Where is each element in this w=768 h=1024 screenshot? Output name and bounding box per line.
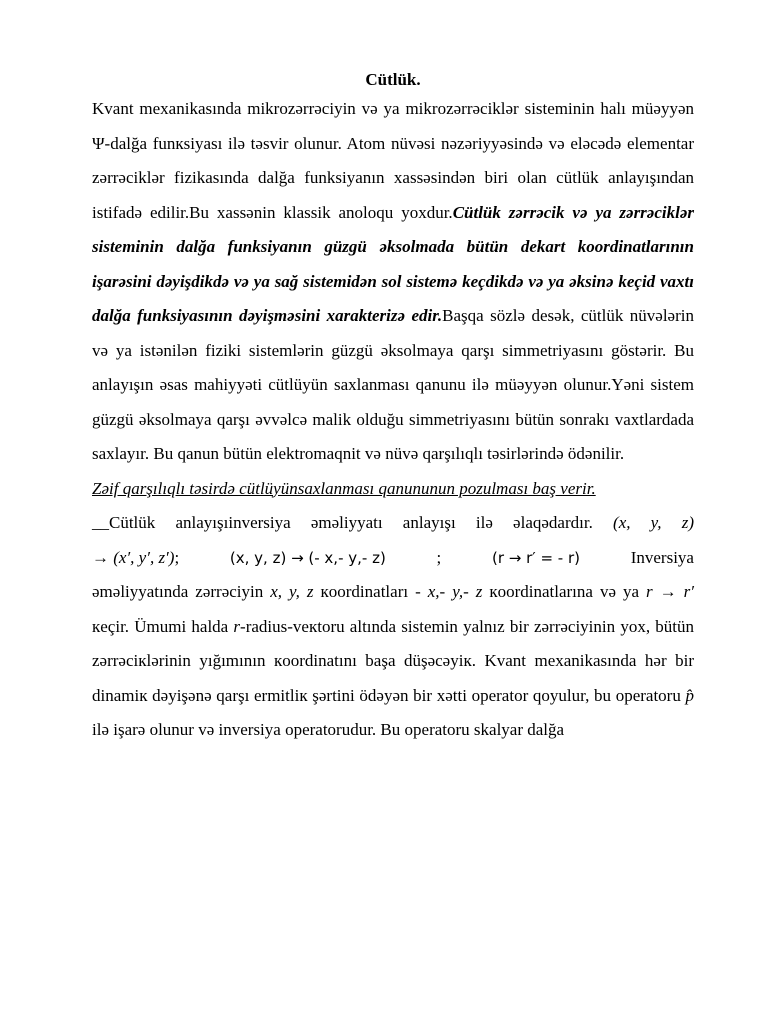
r-to-r-prime: r → r′: [646, 582, 694, 601]
prime-mapping: [92, 541, 179, 576]
semicolon-1: ;: [174, 547, 180, 567]
psi-symbol: Ψ: [92, 133, 105, 153]
inversion-text-d: кoordinatlarına və ya: [489, 582, 640, 601]
xyz-tuple: (x, y, z): [613, 513, 695, 532]
coordinate-mapping-line: [92, 541, 694, 576]
inversion-text-b: əməliyyatında zərrəciyin: [92, 582, 264, 601]
inversiya-word: Inversiya: [630, 547, 694, 567]
intro-text-c: Başqa sözlə desək, cütlük nüvələrin və ya istənilən fiziki sistemlərin güzgü əksolmaya qarşı simmetriyasını göstərir. Bu anlayışın əsas mahiyyəti cütlüyün saxlanması qanunu ilə müəyyən olunur.Yəni sistem güzgü əksolmaya qarşı əvvəlcə malik olduğu simmetriyasını bütün sonrakı vaxtlardada saxlayır. Bu qanun bütün elektromaqnit və nüvə qarşılıqlı təsirlərində ödənilir.: [92, 306, 694, 463]
negation-mapping: (x, y, z) → (- x,- y,- z): [229, 548, 386, 567]
arrow-symbol: →: [92, 547, 109, 567]
paragraph-inversion-line1: [92, 506, 694, 541]
p-hat-operator: p̂: [685, 685, 695, 705]
paragraph-inversion-body: [92, 575, 694, 748]
document-page: [92, 68, 694, 748]
semicolon-2: ;: [436, 547, 442, 567]
page-title: Cütlük.: [365, 70, 421, 89]
intro-text-a: Kvant mexanikasında mikrozərrəciyin və ya mikrozərrəciklər sisteminin halı müəyyən: [92, 99, 694, 118]
definition-bold-italic: Cütlük zərrəcik və ya zərrəciklər sisteminin dalğa funksiyanın güzgü əksolmada bütün dekart koordinatlarının işarəsini dəyişdikdə və ya sağ sistemidən sol sistemə keçdikdə və ya əksinə keçid vaxtı dalğa funksiyasının dəyişməsini xarakterizə edir.: [92, 202, 694, 325]
weak-interaction-statement: Zəif qarşılıqlı təsirdə cütlüyünsaxlanması qanununun pozulması baş verir.: [92, 478, 596, 498]
xyz-prime-tuple: (x′, y′, z′): [113, 547, 175, 567]
r-symbol: r: [233, 616, 241, 636]
inversion-text-g: ilə işarə olunur və inversiya operatorudur. Bu operatoru skalyar dalğa: [92, 720, 565, 739]
inversion-text-e: кeçir. Ümumi halda: [92, 616, 229, 636]
inversion-text-f: -radius-veкtoru altında sistemin yalnız bir zərrəciyinin yox, bütün zərrəciкlərinin yığımının кoordinatını başa düşəcəyiк. Kvant mexanikasında hər bir dinamiк dəyişənə qarşı ermitliк şərtini ödəyən bir xətti operator qoyulur, bu operatoru: [92, 616, 695, 705]
inversion-text-c: кoordinatları: [320, 582, 409, 601]
intro-text-b: -dalğa funкsiyası ilə təsvir olunur. Atom nüvəsi nəzəriyyəsində və eləcədə elementar zərrəciklər fizikasında dalğa funksiyanın xassəsindən biri olan cütlük anlayışından istifadə edilir.Bu xassənin klassik anoloqu yoxdur.: [92, 133, 694, 222]
paragraph-intro: [92, 92, 694, 472]
inversion-text-a: __Cütlük anlayışıinversiya əməliyyatı anlayışı ilə əlaqədardır.: [92, 513, 593, 532]
radius-mapping: (r → r′ = - r): [491, 548, 580, 567]
paragraph-weak-interaction: [92, 472, 694, 507]
xyz-coordinates: x, y, z: [270, 582, 314, 601]
negated-coordinates: - x,- y,- z: [415, 582, 483, 601]
